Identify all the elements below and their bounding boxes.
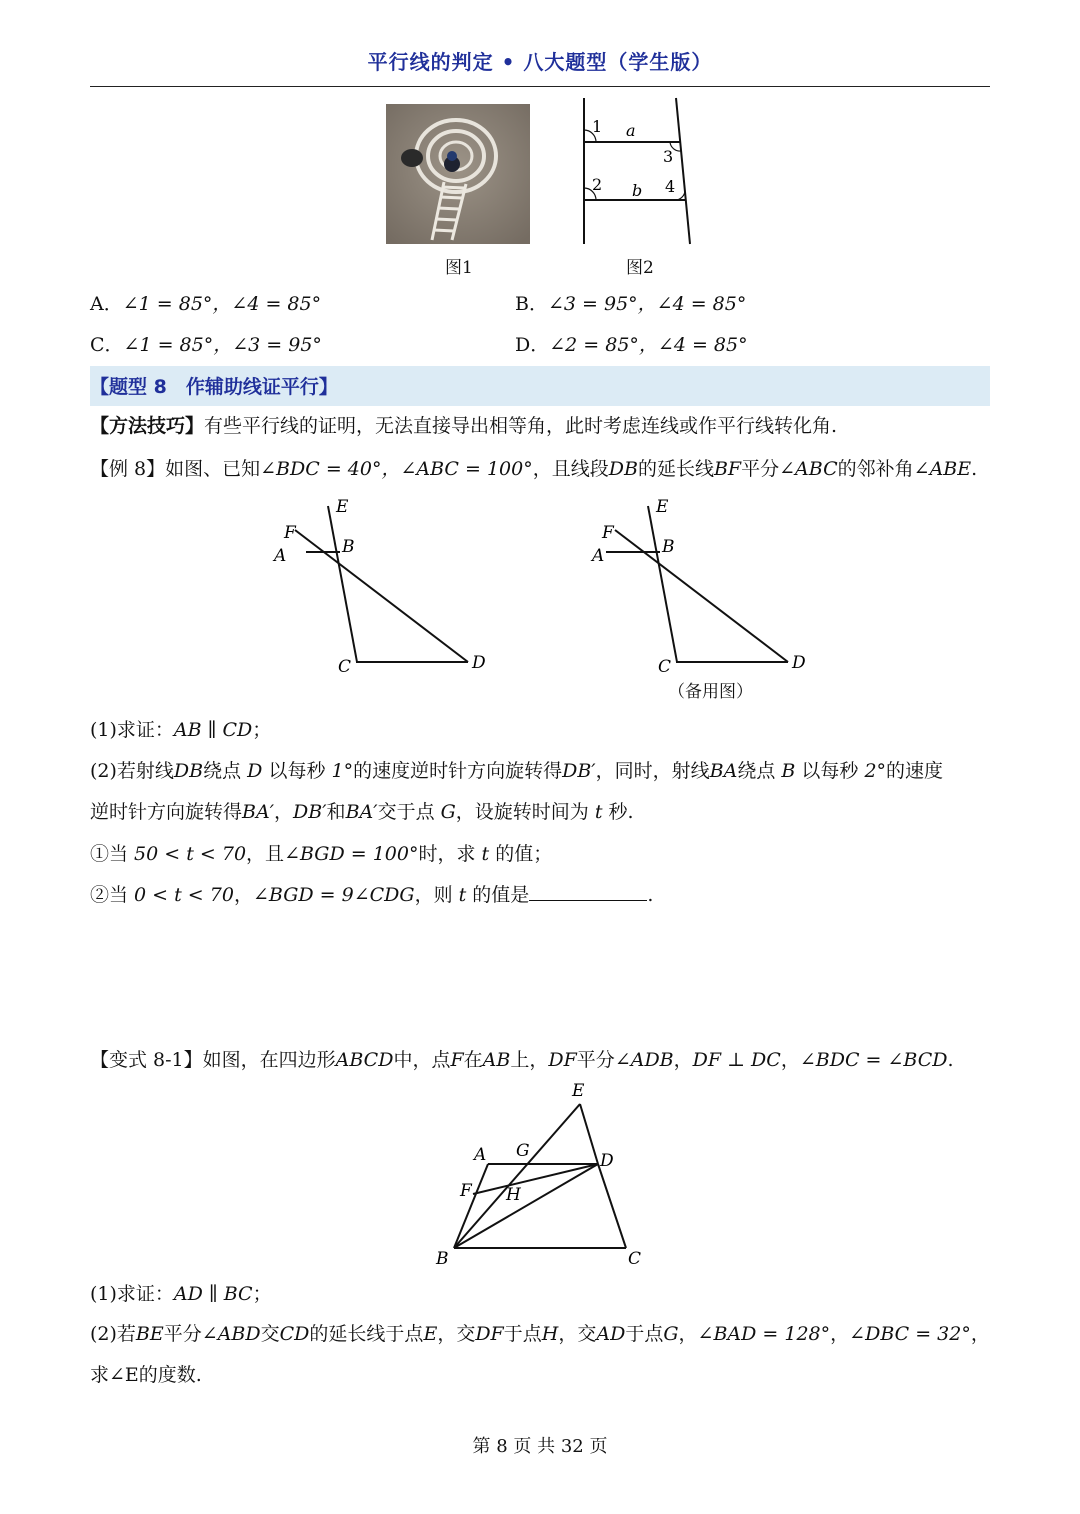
option-b-text: ∠3 = 95°，∠4 = 85° bbox=[547, 293, 747, 315]
backup-figure-caption: （备用图） bbox=[668, 682, 753, 702]
ex8-q2-c: 以每秒 bbox=[262, 760, 332, 782]
ex8-sub1-m1: 50 < t < 70 bbox=[134, 843, 247, 865]
line-a-label: a bbox=[626, 121, 636, 140]
v81-q2-m6: H bbox=[541, 1323, 559, 1345]
angle-4-label: 4 bbox=[665, 177, 676, 196]
ex8-q2l2-m2: DB′ bbox=[293, 801, 327, 823]
option-c-text: ∠1 = 85°，∠3 = 95° bbox=[123, 334, 322, 356]
v81-q1-a: (1)求证： bbox=[90, 1283, 174, 1305]
ex8-sub2-m2: ∠BGD = 9∠CDG bbox=[252, 884, 415, 906]
v81-q2-a: (2)若 bbox=[90, 1323, 136, 1345]
ex8-sub2-e: . bbox=[647, 884, 654, 906]
option-a-label: A． bbox=[90, 293, 123, 315]
ex8-q2l2-c: 和 bbox=[326, 801, 346, 823]
ex8-q2l2-m3: BA′ bbox=[345, 801, 378, 823]
ex8-sub2-b: ， bbox=[233, 884, 253, 906]
v81-point-d-label: D bbox=[600, 1151, 614, 1171]
ex8-sub1-m3: t bbox=[481, 843, 490, 865]
ex8-given-angles: ∠BDC = 40°，∠ABC = 100° bbox=[260, 458, 533, 480]
line-b-label: b bbox=[632, 181, 643, 200]
ex8-q2-d: 的速度逆时针方向旋转得 bbox=[353, 760, 563, 782]
v81-m3: AB bbox=[482, 1049, 511, 1071]
ex8-q2l2-m1: BA′ bbox=[242, 801, 275, 823]
ex8-sub1-a: ①当 bbox=[90, 843, 135, 865]
option-d-label: D． bbox=[515, 334, 550, 356]
ex8-q2-m6: B bbox=[781, 760, 796, 782]
ex8-question-1 bbox=[90, 716, 271, 744]
ex8-question-2-line-1 bbox=[90, 757, 943, 785]
v81-q2-g: ，交 bbox=[558, 1323, 597, 1345]
example-8-figure bbox=[266, 494, 496, 676]
v81-question-2 bbox=[90, 1320, 990, 1348]
ex8-q2-b: 绕点 bbox=[203, 760, 248, 782]
v81-question-1 bbox=[90, 1280, 272, 1308]
v81-intro-h: . bbox=[947, 1049, 954, 1071]
v81-q2-m1: BE bbox=[135, 1323, 164, 1345]
point-e-label: E bbox=[336, 497, 349, 517]
ex8-q2-m5: BA bbox=[709, 760, 738, 782]
ex8-sub1-b: ，且 bbox=[246, 843, 285, 865]
right-rail bbox=[676, 98, 690, 244]
v81-q1-math: AD ∥ BC bbox=[173, 1283, 253, 1305]
v81-m6: DF ⊥ DC bbox=[692, 1049, 781, 1071]
point-f-label: F bbox=[284, 523, 296, 543]
ex8-intro-f: . bbox=[971, 458, 978, 480]
v81-intro-d: 上， bbox=[510, 1049, 549, 1071]
ex8-q1-a: (1)求证： bbox=[90, 719, 174, 741]
v81-point-a-label: A bbox=[474, 1145, 487, 1165]
ex8-q2-m7: 2° bbox=[864, 760, 887, 782]
ex8-angle-abe: ∠ABE bbox=[913, 458, 972, 480]
ex8-intro-a: 【例 8】如图、已知 bbox=[90, 458, 261, 480]
v81-point-c-label: C bbox=[628, 1249, 642, 1269]
option-c-label: C． bbox=[90, 334, 124, 356]
method-tip bbox=[90, 412, 837, 440]
point-a-label: A bbox=[274, 546, 287, 566]
option-a[interactable] bbox=[90, 290, 321, 318]
ex8-q2-m4: DB′ bbox=[562, 760, 596, 782]
method-tip-text: 有些平行线的证明，无法直接导出相等角，此时考虑连线或作平行线转化角. bbox=[204, 415, 838, 437]
ex8-q2l2-m5: t bbox=[594, 801, 603, 823]
ex8-sub2-c: ，则 bbox=[414, 884, 459, 906]
v81-q2-m5: DF bbox=[475, 1323, 504, 1345]
ex8-sub2-m1: 0 < t < 70 bbox=[134, 884, 234, 906]
v81-point-e-label: E bbox=[572, 1081, 585, 1101]
ex8-q2-e: ，同时，射线 bbox=[595, 760, 710, 782]
backup-point-d-label: D bbox=[792, 653, 806, 673]
ex8-intro-d: 平分 bbox=[741, 458, 780, 480]
angle-3-label: 3 bbox=[663, 147, 674, 166]
v81-q2-m4: E bbox=[423, 1323, 438, 1345]
option-b-label: B． bbox=[515, 293, 548, 315]
ex8-segment-db: DB bbox=[608, 458, 638, 480]
figure-1-photo bbox=[386, 104, 530, 244]
v81-intro-b: 中，点 bbox=[393, 1049, 451, 1071]
v81-intro-c: 在 bbox=[463, 1049, 483, 1071]
ex8-sub2-a: ②当 bbox=[90, 884, 135, 906]
ex8-sub1-m2: ∠BGD = 100° bbox=[284, 843, 419, 865]
ex8-sub1-c: 时，求 bbox=[418, 843, 482, 865]
v81-q1-b: ； bbox=[252, 1283, 272, 1305]
v81-intro-g: ， bbox=[780, 1049, 800, 1071]
ex8-sub2-d: 的值是 bbox=[466, 884, 530, 906]
ex8-subquestion-2 bbox=[90, 881, 653, 909]
v81-m1: ABCD bbox=[335, 1049, 394, 1071]
angle-2-label: 2 bbox=[592, 175, 603, 194]
ex8-q2-a: (2)若射线 bbox=[90, 760, 174, 782]
option-d[interactable] bbox=[515, 331, 748, 359]
section-8-title: 【题型 8 作辅助线证平行】 bbox=[90, 376, 338, 398]
option-c[interactable] bbox=[90, 331, 322, 359]
v81-q2-b: 平分 bbox=[163, 1323, 202, 1345]
ex8-q2l2-f: 秒. bbox=[602, 801, 634, 823]
ex8-q2l2-b: ， bbox=[274, 801, 294, 823]
answer-blank[interactable] bbox=[529, 882, 647, 901]
v81-m5: ∠ADB bbox=[614, 1049, 674, 1071]
v81-point-g-label: G bbox=[516, 1141, 530, 1161]
ex8-subquestion-1 bbox=[90, 840, 552, 868]
ex8-q2-m1: DB bbox=[173, 760, 204, 782]
v81-q2-j: ， bbox=[830, 1323, 850, 1345]
ex8-q2-h: 的速度 bbox=[886, 760, 944, 782]
option-d-text: ∠2 = 85°，∠4 = 85° bbox=[549, 334, 748, 356]
ex8-q1-b: ； bbox=[252, 719, 272, 741]
v81-intro-e: 平分 bbox=[576, 1049, 615, 1071]
backup-point-e-label: E bbox=[656, 497, 669, 517]
v81-m4: DF bbox=[548, 1049, 577, 1071]
v81-q2-h: 于点 bbox=[625, 1323, 664, 1345]
ex8-q2-f: 绕点 bbox=[737, 760, 782, 782]
v81-point-b-label: B bbox=[436, 1249, 449, 1269]
example-8-backup-figure bbox=[586, 494, 816, 676]
ex8-q2-m3: 1° bbox=[331, 760, 354, 782]
v81-q2-i: ， bbox=[678, 1323, 698, 1345]
v81-q2-m10: ∠DBC = 32° bbox=[849, 1323, 971, 1345]
header-divider bbox=[90, 86, 990, 87]
ex8-sub1-d: 的值； bbox=[489, 843, 553, 865]
figure-2-caption: 图2 bbox=[626, 258, 654, 278]
example-8-intro bbox=[90, 455, 977, 483]
figure-2-ladder-diagram bbox=[570, 96, 700, 248]
v81-q2-m2: ∠ABD bbox=[201, 1323, 261, 1345]
ex8-q2l2-e: ，设旋转时间为 bbox=[455, 801, 595, 823]
ex8-q2-m2: D bbox=[247, 760, 263, 782]
v81-intro-f: ， bbox=[673, 1049, 693, 1071]
backup-point-f-label: F bbox=[602, 523, 614, 543]
v81-q2-m7: AD bbox=[596, 1323, 626, 1345]
ex8-q2-g: 以每秒 bbox=[795, 760, 865, 782]
backup-point-c-label: C bbox=[658, 657, 672, 676]
angle-1-label: 1 bbox=[592, 117, 603, 136]
backup-point-b-label: B bbox=[662, 537, 675, 557]
ex8-q1-math: AB ∥ CD bbox=[173, 719, 253, 741]
ex8-q2l2-a: 逆时针方向旋转得 bbox=[90, 801, 243, 823]
v81-q2-m3: CD bbox=[279, 1323, 310, 1345]
v81-q2-m8: G bbox=[663, 1323, 679, 1345]
ex8-ray-bf: BF bbox=[713, 458, 742, 480]
point-c-label: C bbox=[338, 657, 352, 676]
v81-m7: ∠BDC = ∠BCD bbox=[799, 1049, 948, 1071]
v81-m2: F bbox=[450, 1049, 464, 1071]
method-tip-tag: 【方法技巧】 bbox=[90, 415, 205, 437]
option-b[interactable] bbox=[515, 290, 746, 318]
v81-intro-a: 【变式 8-1】如图，在四边形 bbox=[90, 1049, 336, 1071]
v81-point-h-label: H bbox=[506, 1185, 521, 1205]
variant-8-1-figure bbox=[430, 1078, 660, 1270]
v81-point-f-label: F bbox=[460, 1181, 472, 1201]
v81-question-2-cont: 求∠E的度数. bbox=[90, 1364, 202, 1386]
v81-q2-d: 的延长线于点 bbox=[309, 1323, 424, 1345]
ex8-question-2-line-2 bbox=[90, 798, 634, 826]
v81-q2-c: 交 bbox=[260, 1323, 280, 1345]
v81-q2-e: ，交 bbox=[437, 1323, 476, 1345]
figure-1-caption: 图1 bbox=[445, 258, 473, 278]
option-a-text: ∠1 = 85°，∠4 = 85° bbox=[122, 293, 322, 315]
ex8-sub2-m3: t bbox=[458, 884, 467, 906]
backup-point-a-label: A bbox=[592, 546, 605, 566]
ex8-intro-c: 的延长线 bbox=[637, 458, 714, 480]
ex8-q2l2-m4: G bbox=[440, 801, 456, 823]
point-d-label: D bbox=[472, 653, 486, 673]
ex8-q2l2-d: 交于点 bbox=[377, 801, 441, 823]
ex8-intro-b: ，且线段 bbox=[532, 458, 609, 480]
ex8-intro-e: 的邻补角 bbox=[837, 458, 914, 480]
variant-8-1-intro bbox=[90, 1046, 954, 1074]
page-header-title: 平行线的判定 • 八大题型（学生版） bbox=[367, 50, 713, 74]
point-b-label: B bbox=[342, 537, 355, 557]
v81-q2-k: ， bbox=[970, 1323, 990, 1345]
ex8-angle-abc: ∠ABC bbox=[779, 458, 838, 480]
v81-q2-f: 于点 bbox=[503, 1323, 542, 1345]
page-footer: 第 8 页 共 32 页 bbox=[472, 1436, 608, 1457]
v81-q2-m9: ∠BAD = 128° bbox=[697, 1323, 831, 1345]
